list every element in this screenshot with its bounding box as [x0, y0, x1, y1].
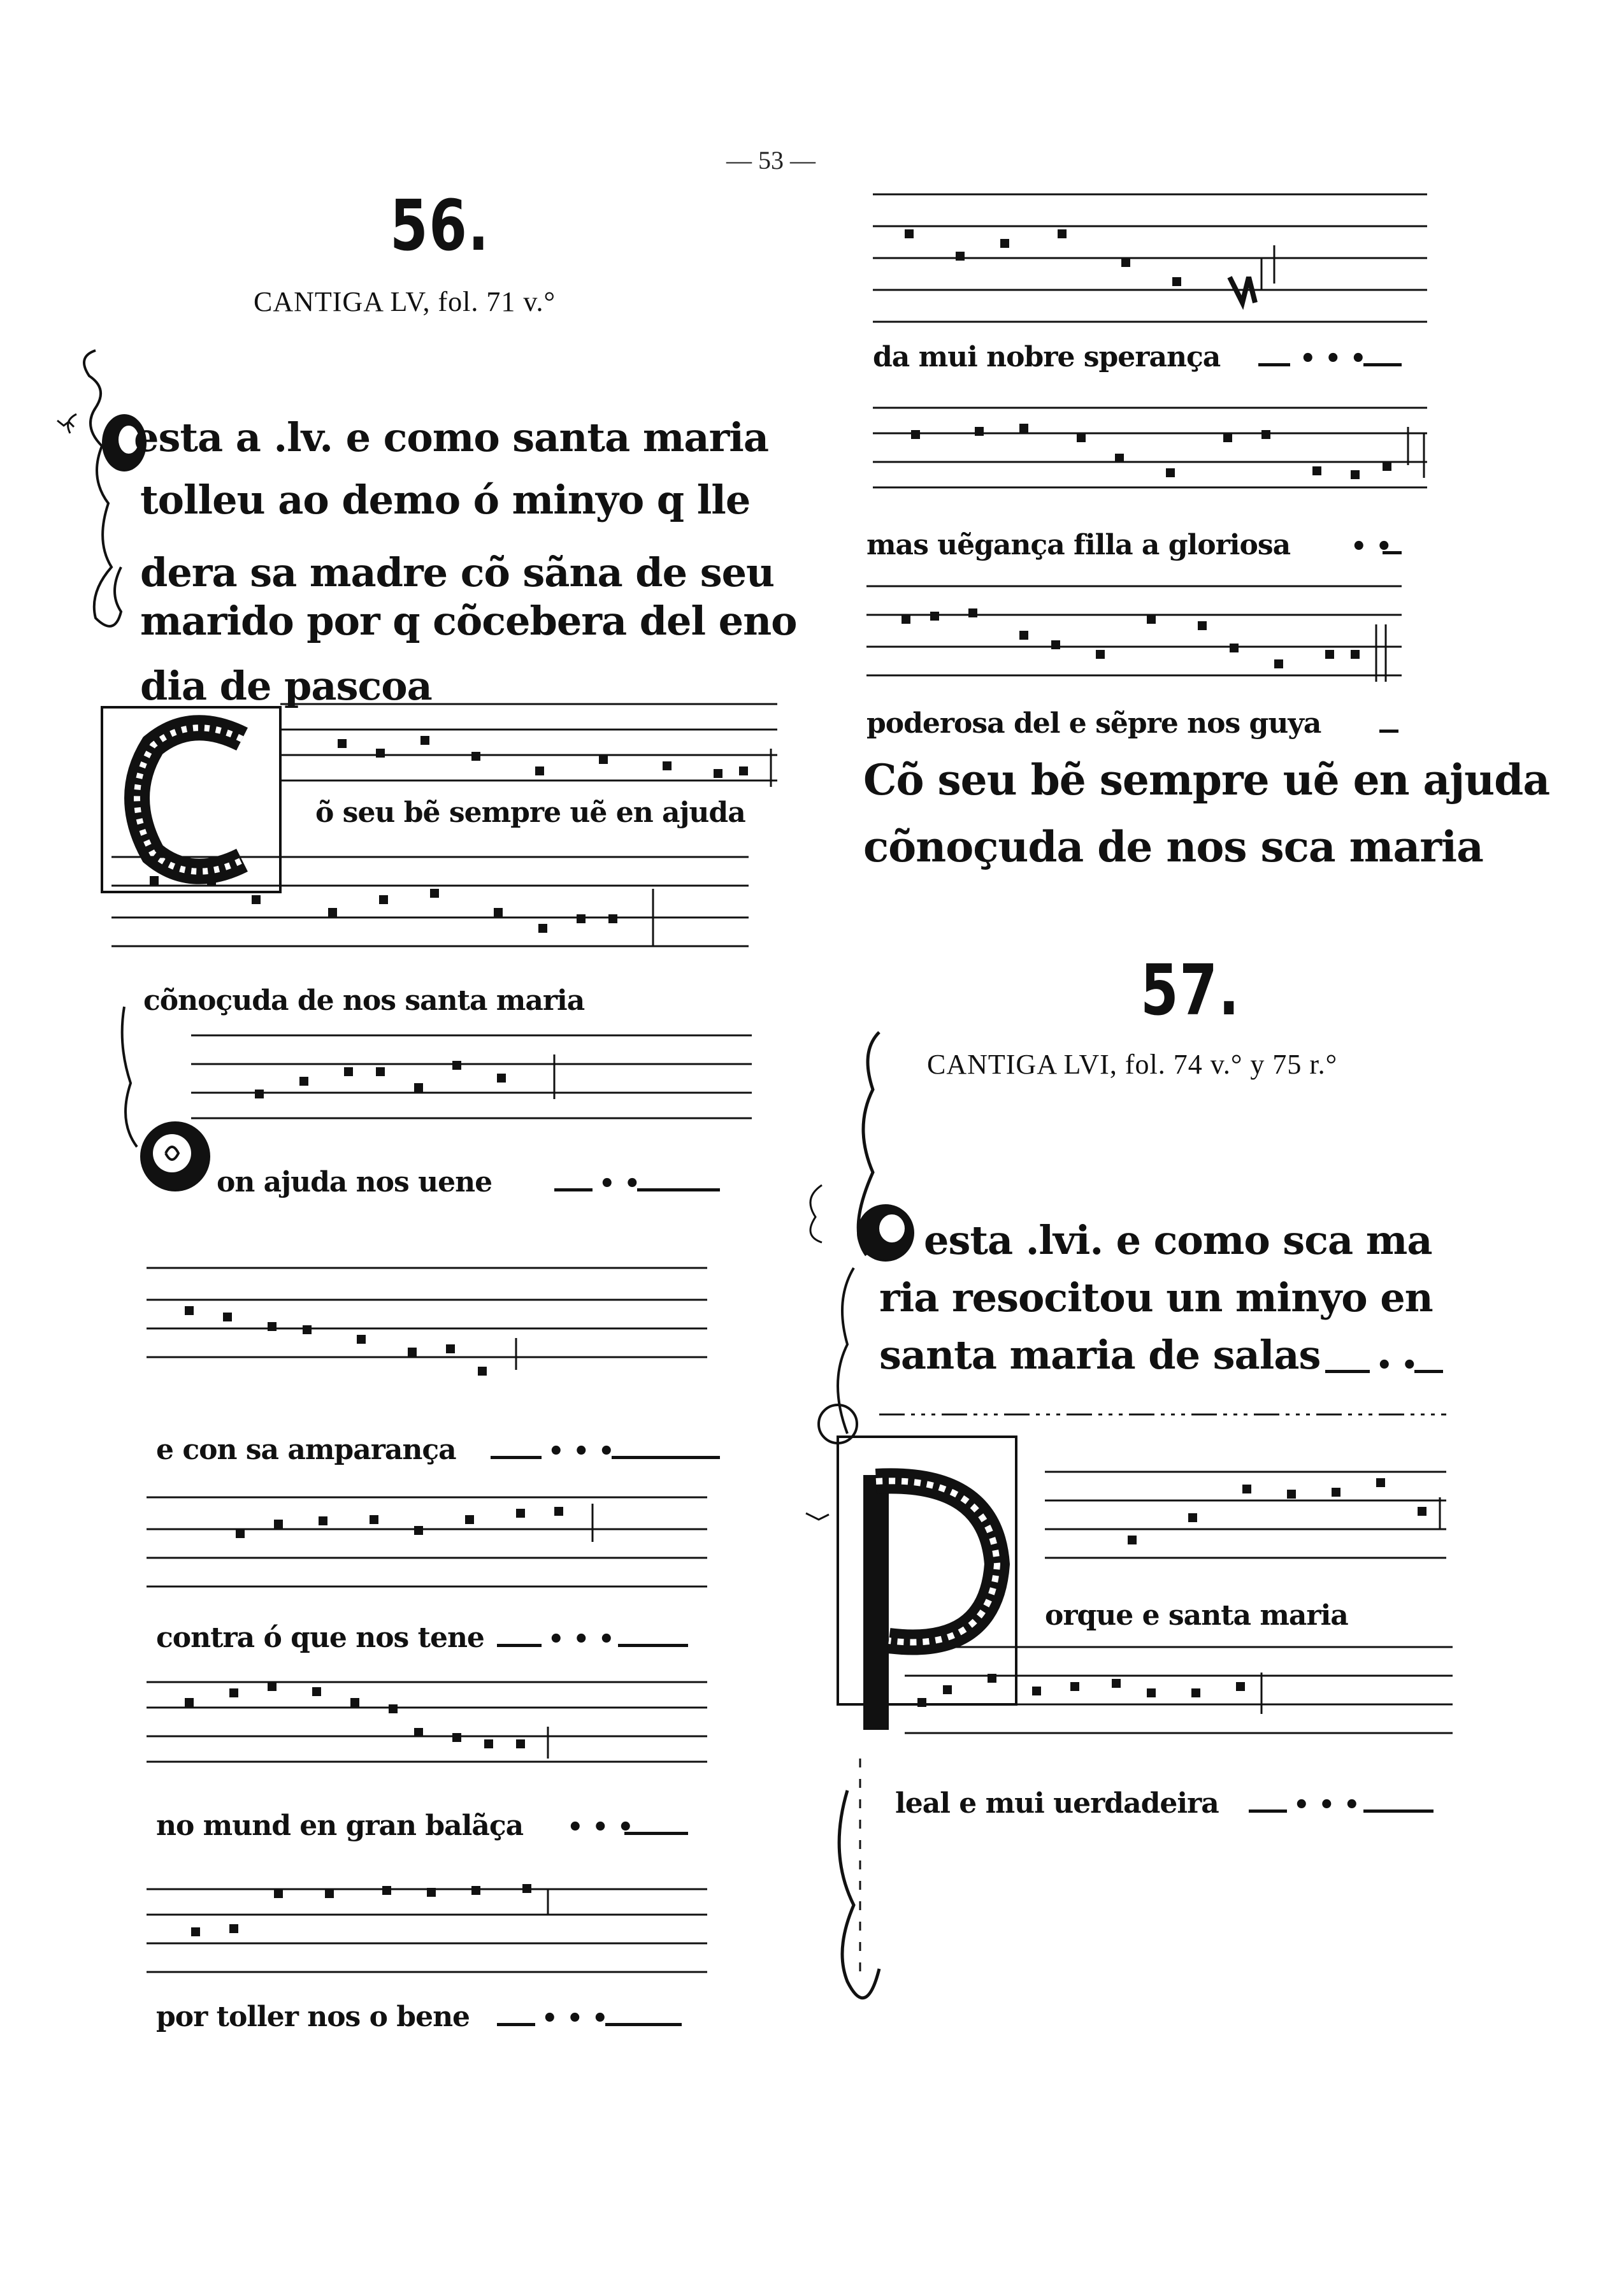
section-number-57: 57.	[1140, 949, 1240, 1031]
line-filler	[1414, 1370, 1443, 1373]
music-staff	[111, 851, 749, 978]
lyric-line-57-1: orque e santa maria	[1045, 1599, 1348, 1632]
line-filler	[612, 1456, 720, 1459]
illuminated-initial-e	[51, 338, 147, 644]
page-number: — 53 —	[726, 146, 816, 175]
music-staff	[147, 1876, 707, 1985]
rubric-line-3: dera sa madre cõ sãna de seu	[140, 549, 775, 596]
section-number-56: 56.	[390, 185, 490, 266]
music-staff	[191, 1029, 752, 1137]
lyric-line-r1: da mui nobre sperança	[873, 341, 1221, 373]
lyric-line-5: contra ó que nos tene	[156, 1622, 484, 1654]
line-filler-dots: • • •	[1300, 344, 1367, 373]
lyric-line-4: e con sa amparança	[156, 1434, 456, 1466]
music-staff	[147, 1669, 707, 1771]
music-staff	[147, 1491, 707, 1606]
rubric-line-5: dia de pascoa	[140, 663, 432, 709]
music-staff	[1045, 1465, 1446, 1593]
lyric-line-r5: cõnoçuda de nos sca maria	[863, 822, 1483, 872]
line-filler-dots: • • •	[1293, 1790, 1360, 1820]
cantiga-title-56: CANTIGA LV, fol. 71 v.°	[254, 286, 556, 317]
line-filler	[618, 1644, 688, 1647]
line-filler	[1249, 1810, 1287, 1813]
line-filler	[1258, 363, 1290, 366]
line-filler-dots: • • •	[542, 2004, 608, 2033]
music-staff	[873, 188, 1427, 341]
line-filler-dots: • • •	[548, 1437, 615, 1466]
cantiga-title-57: CANTIGA LVI, fol. 74 v.° y 75 r.°	[927, 1049, 1338, 1080]
music-staff	[280, 691, 777, 800]
line-filler	[1363, 363, 1402, 366]
line-filler	[1325, 1370, 1370, 1373]
line-filler-dots: • • •	[548, 1625, 615, 1654]
rubric-57-line-3: santa maria de salas	[879, 1332, 1321, 1378]
lyric-line-r2: mas uẽgança filla a gloriosa	[866, 529, 1291, 561]
rubric-57-line-1: esta .lvi. e como sca ma	[924, 1217, 1432, 1263]
rubric-57-line-2: ria resocitou un minyo en	[879, 1274, 1433, 1321]
music-staff	[905, 1641, 1453, 1762]
line-filler	[637, 1188, 720, 1191]
lyric-line-3: on ajuda nos uene	[217, 1166, 492, 1198]
lyric-line-1: õ seu bẽ sempre uẽ en ajuda	[315, 796, 745, 829]
line-filler	[554, 1188, 593, 1191]
line-filler-dots: • • •	[567, 1813, 634, 1842]
music-staff	[873, 395, 1427, 503]
music-staff	[147, 1255, 707, 1383]
rubric-line-2: tolleu ao demo ó minyo q lle	[140, 477, 751, 523]
music-staff	[866, 580, 1402, 694]
illuminated-initial-e-57	[847, 1198, 924, 1268]
line-filler	[1383, 551, 1402, 554]
line-filler	[497, 2023, 535, 2026]
line-filler	[1379, 730, 1398, 733]
line-filler	[1363, 1810, 1434, 1813]
lyric-line-7: por toller nos o bene	[156, 2001, 470, 2033]
lyric-line-57-2: leal e mui uerdadeira	[895, 1787, 1219, 1820]
line-filler-dots: • •	[1376, 1351, 1418, 1380]
line-filler	[605, 2023, 682, 2026]
line-filler	[491, 1456, 542, 1459]
lyric-line-r3: poderosa del e sẽpre nos guya	[866, 707, 1321, 740]
line-filler-dots: • •	[599, 1169, 641, 1198]
rubric-line-4: marido por q cõcebera del eno	[140, 598, 797, 644]
line-filler	[497, 1644, 542, 1647]
line-filler	[624, 1832, 688, 1835]
lyric-line-6: no mund en gran balãça	[156, 1810, 524, 1842]
lyric-line-2: cõnoçuda de nos santa maria	[143, 984, 585, 1017]
line-filler-dots: • •	[1351, 532, 1393, 561]
lyric-line-r4: Cõ seu bẽ sempre uẽ en ajuda	[863, 755, 1550, 805]
rubric-line-1: esta a .lv. e como santa maria	[134, 414, 768, 461]
